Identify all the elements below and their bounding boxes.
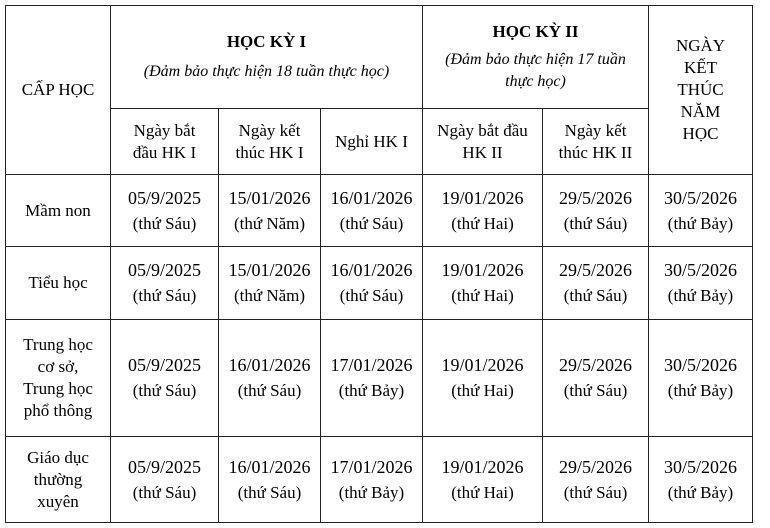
sub-header-break-hk1: Nghỉ HK I [321,109,423,175]
weekday-value: (thứ Sáu) [132,213,197,233]
date-cell [219,175,321,247]
weekday-value: (thứ Bảy) [667,381,734,400]
semester-1-header [111,6,423,109]
level-cell: Trung học cơ sở, Trung học phổ thông [6,320,111,437]
weekday-value: (thứ Hai) [451,286,514,305]
weekday-value: (thứ Sáu) [339,286,404,305]
sub-header-start-hk1: Ngày bắt đầu HK I [111,109,219,175]
weekday-value: (thứ Bảy) [667,213,734,233]
date-value: 30/5/2026 [663,355,737,375]
date-value: 16/01/2026 [228,456,311,477]
date-cell [321,175,423,247]
sub-header-end-hk2: Ngày kết thúc HK II [543,109,649,175]
date-cell [543,175,649,247]
header-row-2 [6,109,753,175]
header-row-1 [6,6,753,109]
school-calendar-table [5,5,753,523]
date-cell [543,320,649,437]
date-value: 19/01/2026 [441,260,524,280]
date-value: 30/5/2026 [663,187,737,208]
weekday-value: (thứ Bảy) [338,482,405,502]
date-cell [219,320,321,437]
date-value: 15/01/2026 [228,187,311,208]
level-cell: Tiểu học [6,247,111,320]
date-cell [111,320,219,437]
weekday-value: (thứ Sáu) [563,213,628,233]
date-cell [111,175,219,247]
date-value: 30/5/2026 [663,456,737,477]
weekday-value: (thứ Sáu) [132,381,197,400]
date-cell [321,320,423,437]
date-cell [649,320,753,437]
date-value: 05/9/2025 [127,456,201,477]
date-value: 17/01/2026 [330,355,413,375]
date-value: 15/01/2026 [228,260,311,280]
date-cell [423,175,543,247]
weekday-value: (thứ Năm) [233,286,306,305]
date-value: 29/5/2026 [558,355,632,375]
date-cell [219,247,321,320]
date-cell [423,437,543,523]
date-cell [321,437,423,523]
weekday-value: (thứ Sáu) [132,482,197,502]
level-cell: Mầm non [6,175,111,247]
end-of-year-header: NGÀY KẾT THÚC NĂM HỌC [649,6,753,175]
weekday-value: (thứ Hai) [451,381,514,400]
date-cell [111,247,219,320]
semester-2-title: HỌC KỲ II [492,22,579,41]
semester-1-note: (Đảm bảo thực hiện 18 tuần thực học) [143,63,390,80]
semester-2-note: (Đảm bảo thực hiện 17 tuần thực học) [445,51,626,90]
date-value: 29/5/2026 [558,260,632,280]
semester-2-header [423,6,649,109]
row-mam-non [6,175,753,247]
weekday-value: (thứ Sáu) [563,482,628,502]
date-cell [649,247,753,320]
date-cell [543,247,649,320]
date-value: 19/01/2026 [441,355,524,375]
date-value: 16/01/2026 [228,355,311,375]
date-value: 17/01/2026 [330,456,413,477]
row-trung-hoc [6,320,753,437]
date-cell [423,247,543,320]
date-cell [543,437,649,523]
weekday-value: (thứ Bảy) [667,286,734,305]
date-value: 29/5/2026 [558,187,632,208]
date-value: 29/5/2026 [558,456,632,477]
date-cell [219,437,321,523]
date-value: 19/01/2026 [441,187,524,208]
weekday-value: (thứ Bảy) [338,381,405,400]
date-value: 05/9/2025 [127,187,201,208]
date-cell [423,320,543,437]
date-cell [321,247,423,320]
date-cell [649,175,753,247]
date-value: 05/9/2025 [127,260,201,280]
date-value: 30/5/2026 [663,260,737,280]
date-cell [649,437,753,523]
weekday-value: (thứ Hai) [451,213,514,233]
weekday-value: (thứ Bảy) [667,482,734,502]
row-giao-duc-thuong-xuyen [6,437,753,523]
weekday-value: (thứ Năm) [233,213,306,233]
level-cell: Giáo dục thường xuyên [6,437,111,523]
weekday-value: (thứ Sáu) [237,482,302,502]
date-cell [111,437,219,523]
date-value: 05/9/2025 [127,355,201,375]
level-column-header: CẤP HỌC [6,6,111,175]
sub-header-start-hk2: Ngày bắt đầu HK II [423,109,543,175]
semester-1-title: HỌC KỲ I [226,32,307,51]
weekday-value: (thứ Sáu) [339,213,404,233]
weekday-value: (thứ Sáu) [563,381,628,400]
date-value: 16/01/2026 [330,187,413,208]
date-value: 16/01/2026 [330,260,413,280]
row-tieu-hoc [6,247,753,320]
weekday-value: (thứ Sáu) [563,286,628,305]
weekday-value: (thứ Hai) [451,482,514,502]
sub-header-end-hk1: Ngày kết thúc HK I [219,109,321,175]
weekday-value: (thứ Sáu) [132,286,197,305]
date-value: 19/01/2026 [441,456,524,477]
weekday-value: (thứ Sáu) [237,381,302,400]
